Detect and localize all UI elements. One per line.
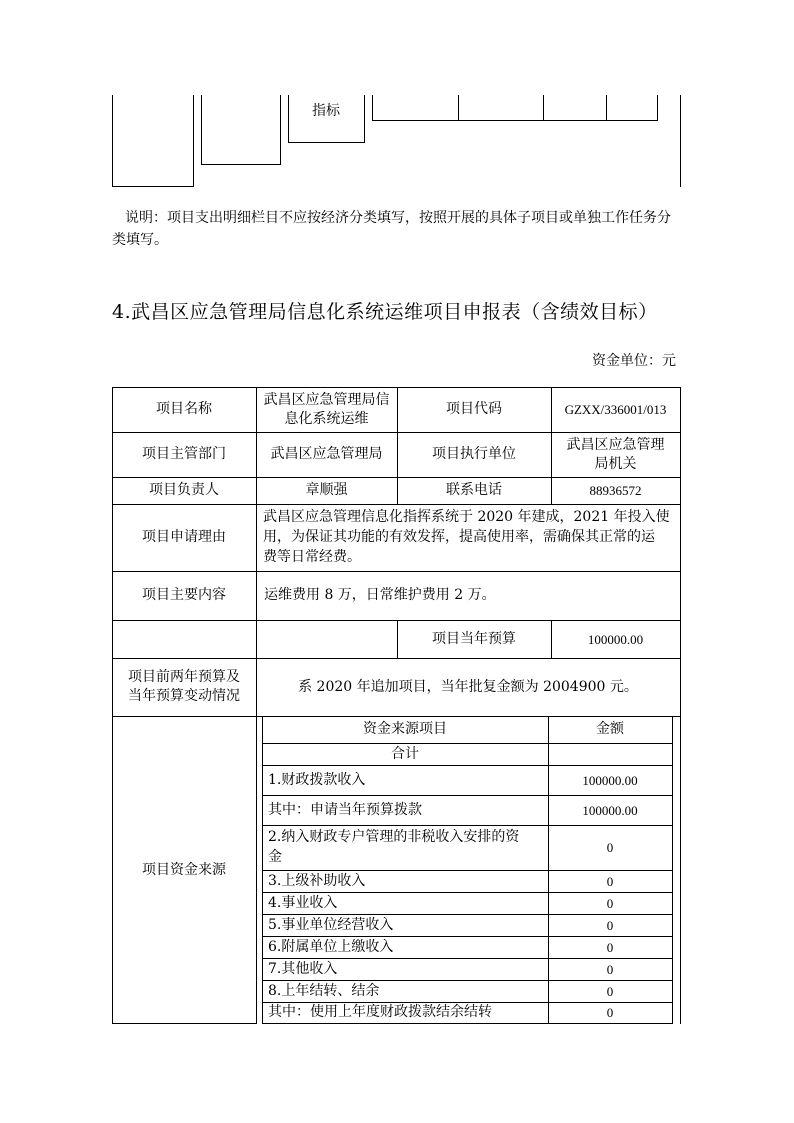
table-border <box>262 1023 673 1024</box>
value-contact-phone: 88936572 <box>589 483 642 498</box>
funding-row-item: 其中：申请当年预算拨款 <box>268 801 422 818</box>
funding-row-amount: 100000.00 <box>582 772 638 788</box>
funding-header-item: 资金来源项目 <box>363 721 447 737</box>
table-border <box>201 164 280 165</box>
value-project-name-line1: 武昌区应急管理局信 <box>263 391 390 408</box>
value-main-content: 运维费用 8 万，日常维护费用 2 万。 <box>264 587 496 603</box>
value-application-reason <box>263 507 678 567</box>
funding-row-item <box>268 827 546 867</box>
funding-row-amount: 0 <box>606 917 614 933</box>
funding-row-item: 其中：使用上年度财政拨款结余结转 <box>268 1004 492 1020</box>
label-budget-change-line2: 当年预算变动情况 <box>128 688 240 704</box>
indicator-label: 指标 <box>312 102 340 119</box>
funding-row-item: 1.财政拨款收入 <box>268 771 366 788</box>
funding-row-amount: 0 <box>606 983 614 999</box>
table-border <box>372 120 658 121</box>
table-border <box>201 95 202 165</box>
funding-row-amount: 0 <box>606 961 614 977</box>
note-line-1: 说明：项目支出明细栏目不应按经济分类填写，按照开展的具体子项目或单独工作任务分 <box>125 210 671 226</box>
value-executing-unit-line1: 武昌区应急管理 <box>566 436 665 453</box>
value-project-name <box>256 387 397 432</box>
funding-row-item: 6.附属单位上缴收入 <box>268 938 394 955</box>
application-reason-line1: 武昌区应急管理信息化指挥系统于 2020 年建成，2021 年投入使 <box>263 509 670 525</box>
funding-row-amount: 100000.00 <box>582 802 638 818</box>
value-project-code: GZXX/336001/013 <box>564 402 667 417</box>
funding-row-item: 4.事业收入 <box>268 894 338 911</box>
funding-row-item-line2: 金 <box>268 849 282 865</box>
funding-row-amount: 0 <box>606 840 614 855</box>
table-border <box>112 95 113 187</box>
table-border <box>256 620 257 658</box>
table-border <box>256 716 257 1024</box>
label-executing-unit: 项目执行单位 <box>432 446 516 462</box>
funding-row-item: 8.上年结转、结余 <box>268 982 380 999</box>
table-border <box>288 142 364 143</box>
label-budget-change-line1: 项目前两年预算及 <box>128 669 240 685</box>
table-border <box>372 95 373 121</box>
table-border <box>606 95 607 121</box>
funding-row-amount: 0 <box>606 873 614 889</box>
table-border <box>543 95 544 121</box>
funding-total-label: 合计 <box>391 745 419 762</box>
application-reason-line2: 用，为保证其功能的有效发挥，提高使用率，需确保其正常的运 <box>263 529 655 545</box>
table-border <box>458 95 459 121</box>
label-application-reason: 项目申请理由 <box>142 529 226 545</box>
funding-row-amount: 0 <box>606 895 614 911</box>
value-executing-unit <box>551 432 680 477</box>
table-border <box>193 95 194 187</box>
value-current-budget: 100000.00 <box>587 631 644 647</box>
value-executing-unit-line2: 局机关 <box>594 455 637 472</box>
label-project-leader: 项目负责人 <box>149 482 219 498</box>
table-border <box>680 95 681 187</box>
funding-row-amount: 0 <box>606 1005 614 1020</box>
funding-row-item-line1: 2.纳入财政专户管理的非税收入安排的资 <box>268 829 520 845</box>
value-managing-dept: 武昌区应急管理局 <box>270 446 383 462</box>
label-current-budget: 项目当年预算 <box>432 630 516 647</box>
funding-row-item: 3.上级补助收入 <box>268 872 366 889</box>
table-border <box>364 95 365 143</box>
application-reason-line3: 费等日常经费。 <box>263 549 361 565</box>
label-contact-phone: 联系电话 <box>446 482 502 498</box>
label-main-content: 项目主要内容 <box>142 587 226 603</box>
value-budget-change: 系 2020 年追加项目，当年批复金额为 2004900 元。 <box>298 678 638 695</box>
funding-row-amount: 0 <box>606 939 614 955</box>
funding-row-item: 7.其他收入 <box>268 960 338 977</box>
value-project-leader: 章顺强 <box>305 482 348 498</box>
label-budget-change <box>112 658 256 716</box>
funding-header-amount: 金额 <box>596 721 624 737</box>
funding-row-item: 5.事业单位经营收入 <box>268 916 394 933</box>
section-title: 4.武昌区应急管理局信息化系统运维项目申报表（含绩效目标） <box>112 301 658 323</box>
table-border <box>112 186 194 187</box>
label-funding-source: 项目资金来源 <box>142 861 226 878</box>
label-managing-dept: 项目主管部门 <box>142 446 226 462</box>
note-line-2: 类填写。 <box>112 232 168 248</box>
value-project-name-line2: 息化系统运维 <box>284 410 369 427</box>
label-project-code: 项目代码 <box>446 401 502 417</box>
table-border <box>280 95 281 165</box>
unit-label: 资金单位：元 <box>592 353 676 369</box>
label-project-name: 项目名称 <box>156 401 212 417</box>
table-border <box>680 387 681 1024</box>
table-border <box>657 95 658 121</box>
